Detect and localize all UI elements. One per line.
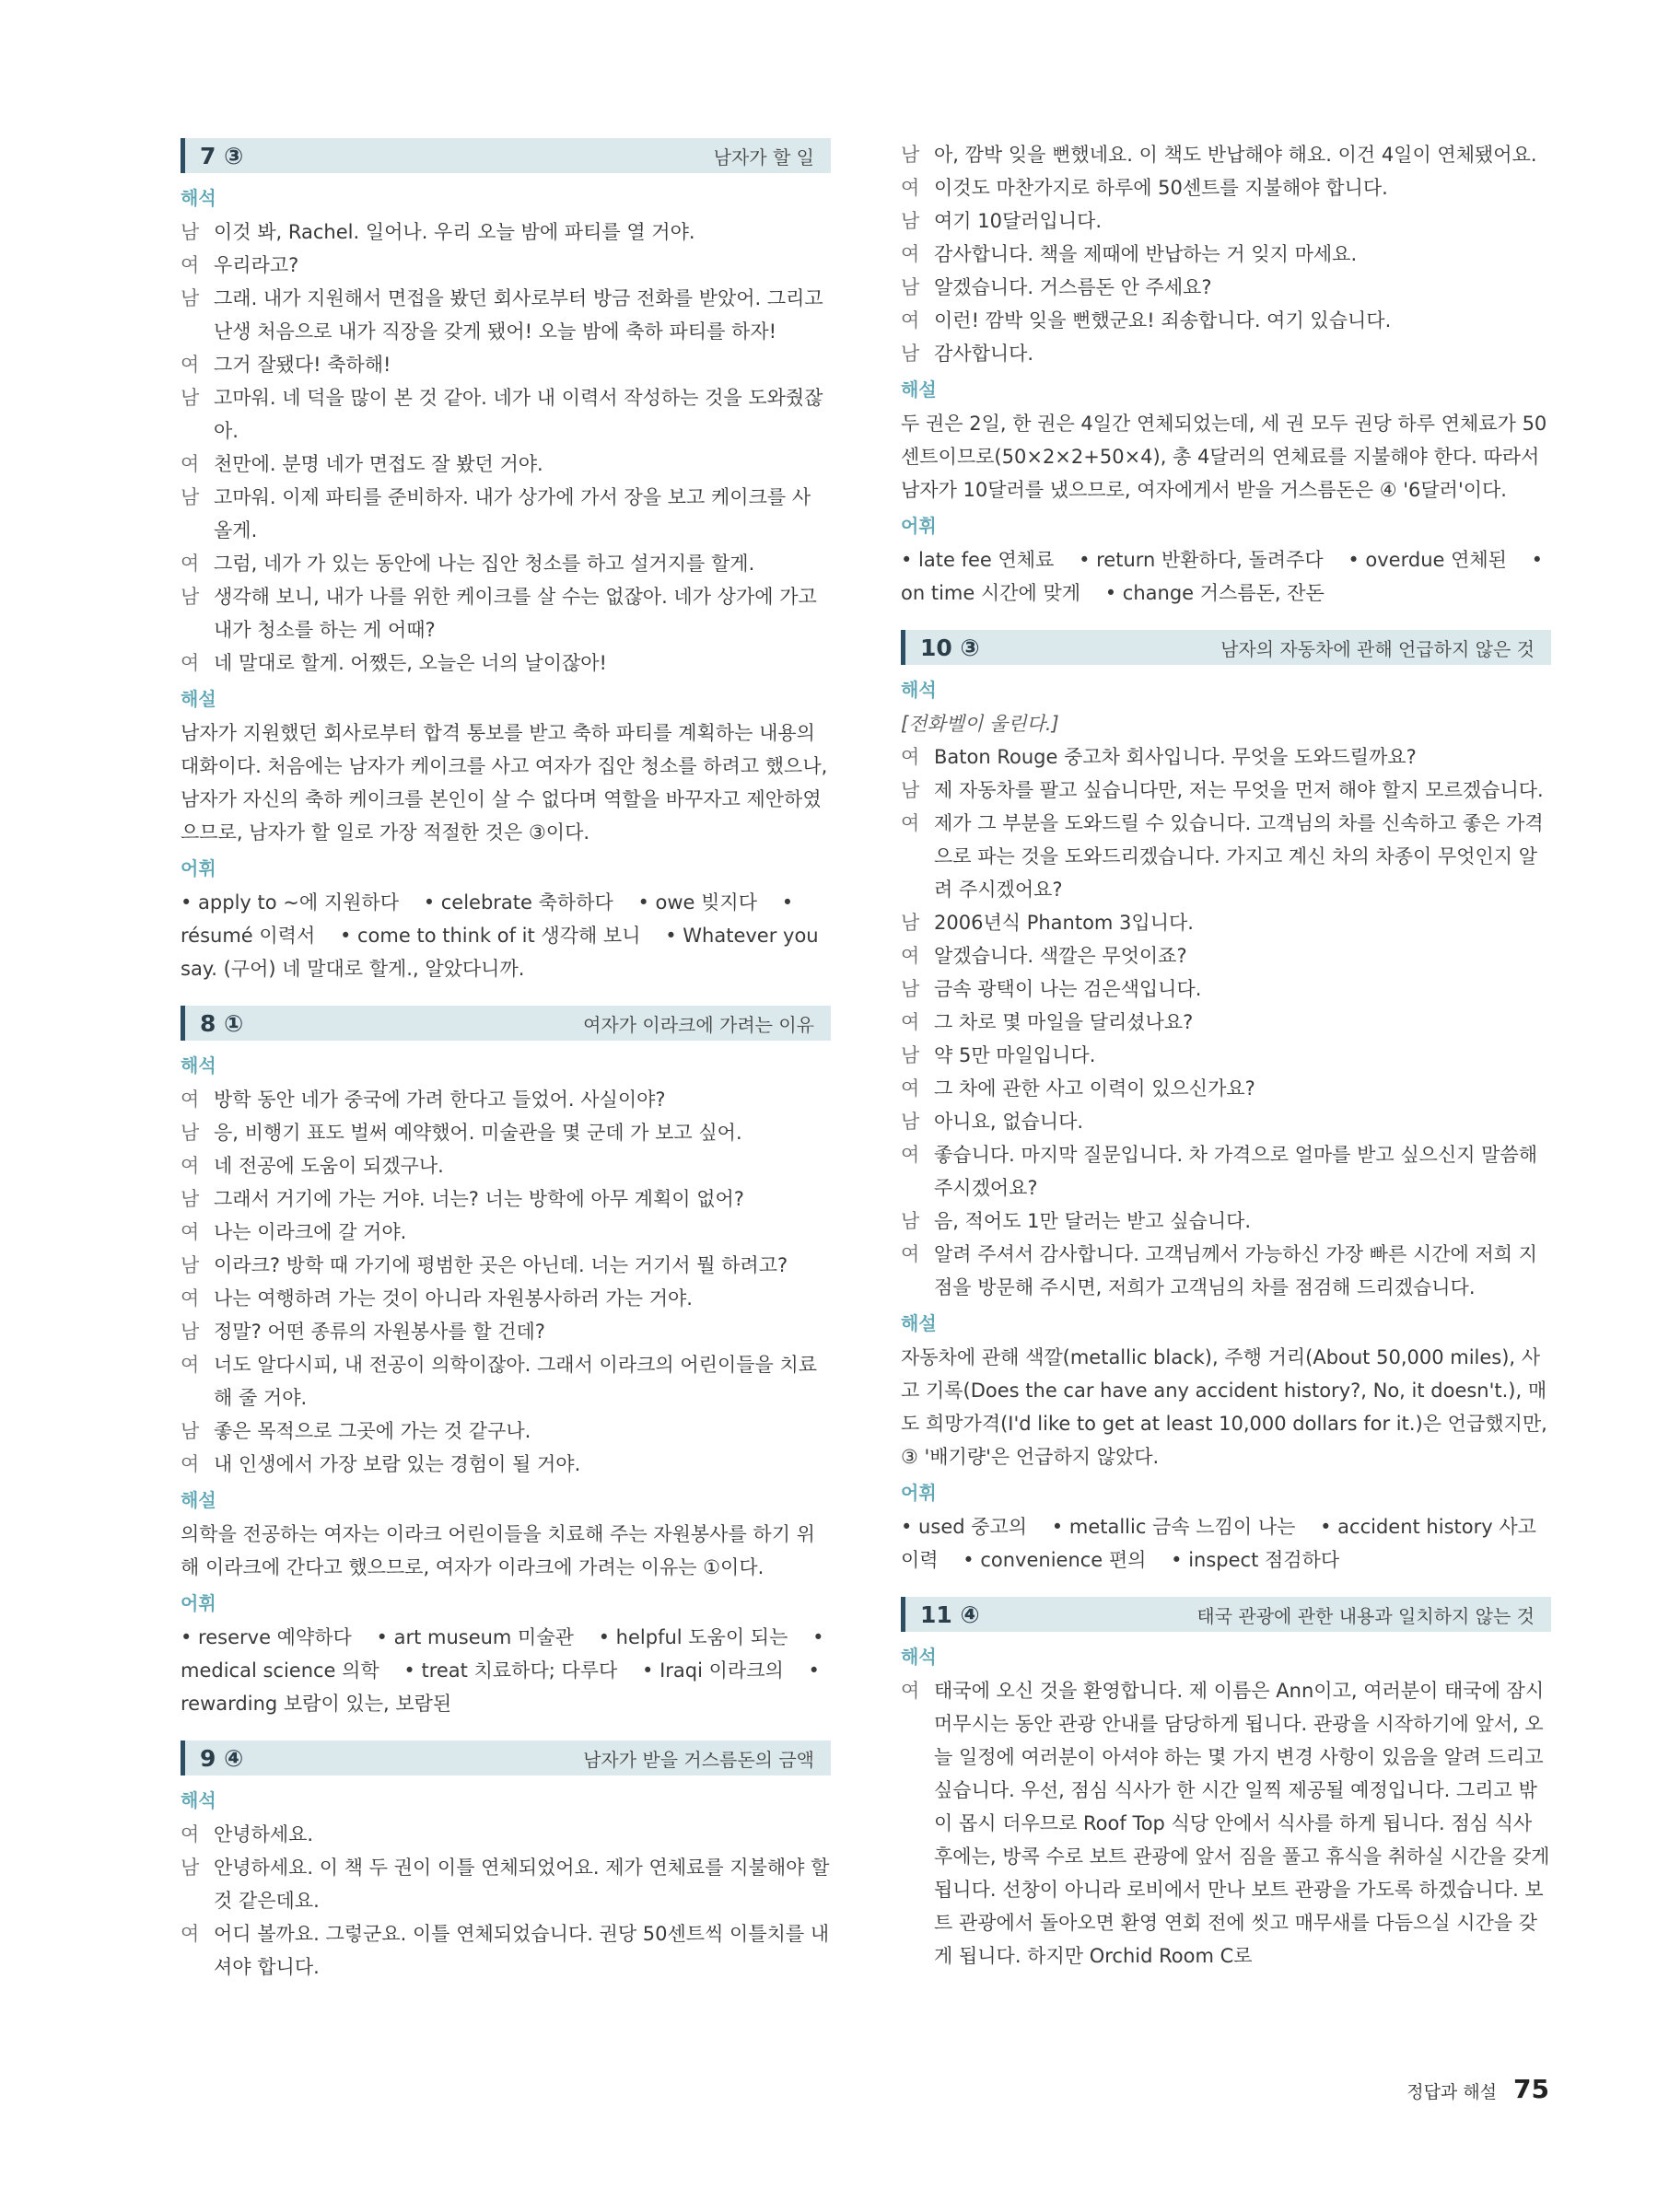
script-line	[901, 1006, 1551, 1039]
explanation-text: 의학을 전공하는 여자는 이라크 어린이들을 치료해 주는 자원봉사를 하기 위해 이라크에 간다고 했으므로, 여자가 이라크에 가려는 이유는 ①이다.	[181, 1523, 815, 1578]
script-line	[901, 171, 1551, 204]
vocab-item: • art museum 미술관	[376, 1626, 574, 1648]
speaker: 남	[181, 486, 200, 508]
speaker: 여	[901, 177, 920, 199]
script-heading: 해석	[901, 679, 937, 701]
vocab-item: • late fee 연체료	[901, 549, 1055, 571]
utterance: 제 자동차를 팔고 싶습니다만, 저는 무엇을 먼저 해야 할지 모르겠습니다.	[934, 779, 1544, 801]
script-line	[181, 381, 831, 448]
vocab-item: • come to think of it 생각해 보니	[339, 925, 641, 947]
speaker: 남	[181, 287, 200, 309]
speaker: 여	[181, 1823, 200, 1845]
speaker: 남	[181, 586, 200, 608]
utterance: 그래. 내가 지원해서 면접을 봤던 회사로부터 방금 전화를 받았어. 그리고 난생 처음으로 내가 직장을 갖게 됐어! 오늘 밤에 축하 파티를 하자!	[214, 287, 823, 343]
utterance: 알겠습니다. 색깔은 무엇이죠?	[934, 945, 1187, 967]
utterance: 이런! 깜박 잊을 뻔했군요! 죄송합니다. 여기 있습니다.	[934, 309, 1392, 332]
utterance: 이라크? 방학 때 가기에 평범한 곳은 아닌데. 너는 거기서 뭘 하려고?	[214, 1254, 788, 1276]
script-line	[181, 1282, 831, 1315]
utterance: 우리라고?	[214, 254, 299, 276]
vocab-item: • apply to ~에 지원하다	[181, 891, 399, 914]
question-topic: 남자가 할 일	[713, 146, 814, 169]
question-topic: 남자의 자동차에 관해 언급하지 않은 것	[1220, 637, 1535, 660]
utterance: 태국에 오신 것을 환영합니다. 제 이름은 Ann이고, 여러분이 태국에 잠시 머무시는 동안 관광 안내를 담당하게 됩니다. 관광을 시작하기에 앞서, 오늘 일정에 여러분이 아셔야 하는 몇 가지 변경 사항이 있음을 알려 드리고 싶습니다. 우선, 점심 식사가 한 시간 일찍 제공될 예정입니다. 그리고 밖이 몹시 더우므로 Roof Top 식당 안에서 식사를 하게 됩니다. 점심 식사 후에는, 방콕 수로 보트 관광에 앞서 짐을 풀고 휴식을 취하실 시간을 갖게 됩니다. 선창이 아니라 로비에서 만나 보트 관광을 가도록 하겠습니다. 보트 관광에서 돌아오면 환영 연회 전에 씻고 매무새를 다듬으실 시간을 갖게 됩니다. 하지만 Orchid Room C로	[934, 1680, 1550, 1967]
speaker: 여	[901, 243, 920, 265]
vocabulary-list	[901, 543, 1551, 610]
speaker: 여	[181, 453, 200, 475]
script-q7	[181, 215, 831, 680]
script-line	[901, 138, 1551, 171]
script-line	[181, 1851, 831, 1917]
vocab-item: • metallic 금속 느낌이 나는	[1051, 1516, 1296, 1538]
vocab-item: • celebrate 축하하다	[423, 891, 613, 914]
utterance: 생각해 보니, 내가 나를 위한 케이크를 살 수는 없잖아. 네가 상가에 가고 내가 청소를 하는 게 어때?	[214, 586, 817, 641]
utterance: 좋은 목적으로 그곳에 가는 것 같구나.	[214, 1420, 531, 1442]
utterance: 알려 주셔서 감사합니다. 고객님께서 가능하신 가장 빠른 시간에 저희 지점을 방문해 주시면, 저희가 고객님의 차를 점검해 드리겠습니다.	[934, 1243, 1538, 1298]
explanation-text: 남자가 지원했던 회사로부터 합격 통보를 받고 축하 파티를 계획하는 내용의 대화이다. 처음에는 남자가 케이크를 사고 여자가 집안 청소를 하려고 했으나, 남자가 자신의 축하 케이크를 본인이 살 수 없다며 역할을 바꾸자고 제안하였으므로, 남자가 할 일로 가장 적절한 것은 ③이다.	[181, 722, 828, 844]
vocab-item: • treat 치료하다; 다루다	[403, 1659, 618, 1682]
utterance: 안녕하세요.	[214, 1823, 314, 1845]
speaker: 여	[901, 1011, 920, 1033]
utterance: 어디 볼까요. 그렇군요. 이틀 연체되었습니다. 권당 50센트씩 이틀치를 내셔야 합니다.	[214, 1923, 830, 1978]
script-line	[901, 906, 1551, 939]
script-line	[181, 1182, 831, 1216]
question-topic: 여자가 이라크에 가려는 이유	[583, 1013, 814, 1036]
script-line	[181, 1083, 831, 1116]
utterance: 너도 알다시피, 내 전공이 의학이잖아. 그래서 이라크의 어린이들을 치료해 줄 거야.	[214, 1354, 818, 1409]
speaker: 남	[901, 210, 920, 232]
speaker: 여	[181, 1089, 200, 1111]
script-line	[181, 646, 831, 680]
vocab-item: • inspect 점검하다	[1171, 1549, 1340, 1571]
vocabulary-list	[181, 886, 831, 985]
script-line	[901, 1674, 1551, 1973]
script-line	[181, 1415, 831, 1448]
utterance: 고마워. 이제 파티를 준비하자. 내가 상가에 가서 장을 보고 케이크를 사 올게.	[214, 486, 811, 541]
speaker: 남	[901, 1044, 920, 1066]
question-header-10	[901, 630, 1551, 665]
vocab-item: • medical science 의학	[181, 1626, 824, 1682]
vocab-item: • Iraqi 이라크의	[642, 1659, 784, 1682]
question-number: 11 ④	[920, 1601, 980, 1628]
utterance: 나는 여행하려 가는 것이 아니라 자원봉사하러 가는 거야.	[214, 1287, 693, 1310]
script-q10	[901, 740, 1551, 1304]
utterance: 음, 적어도 1만 달러는 받고 싶습니다.	[934, 1210, 1252, 1232]
script-line	[901, 1138, 1551, 1205]
vocab-item: • owe 빚지다	[637, 891, 758, 914]
script-line	[181, 1149, 831, 1182]
script-line	[181, 1448, 831, 1481]
utterance: 나는 이라크에 갈 거야.	[214, 1221, 407, 1243]
question-header-11	[901, 1597, 1551, 1632]
speaker: 여	[901, 1243, 920, 1265]
utterance: 응, 비행기 표도 벌써 예약했어. 미술관을 몇 군데 가 보고 싶어.	[214, 1122, 742, 1144]
speaker: 남	[901, 144, 920, 166]
utterance: 그거 잘됐다! 축하해!	[214, 354, 391, 376]
vocab-item: • convenience 편의	[963, 1549, 1147, 1571]
vocabulary-heading: 어휘	[181, 1592, 216, 1614]
utterance: 제가 그 부분을 도와드릴 수 있습니다. 고객님의 차를 신속하고 좋은 가격으로 파는 것을 도와드리겠습니다. 가지고 계신 차의 차종이 무엇인지 알려 주시겠어요?	[934, 812, 1544, 901]
script-line	[901, 204, 1551, 238]
utterance: 안녕하세요. 이 책 두 권이 이틀 연체되었어요. 제가 연체료를 지불해야 할 것 같은데요.	[214, 1857, 830, 1912]
utterance: 내 인생에서 가장 보람 있는 경험이 될 거야.	[214, 1453, 581, 1475]
vocab-item: • reserve 예약하다	[181, 1626, 352, 1648]
speaker: 여	[181, 354, 200, 376]
vocab-item: • return 반환하다, 돌려주다	[1079, 549, 1324, 571]
utterance: 아니요, 없습니다.	[934, 1111, 1084, 1133]
speaker: 남	[901, 343, 920, 365]
speaker: 여	[901, 945, 920, 967]
page-footer	[1406, 2074, 1549, 2104]
speaker: 여	[901, 746, 920, 768]
script-line	[181, 481, 831, 547]
utterance: 약 5만 마일입니다.	[934, 1044, 1096, 1066]
speaker: 여	[901, 1680, 920, 1702]
speaker: 여	[181, 254, 200, 276]
vocab-item: • used 중고의	[901, 1516, 1028, 1538]
utterance: 감사합니다.	[934, 343, 1034, 365]
script-line	[901, 271, 1551, 304]
vocab-item: • on time 시간에 맞게	[901, 549, 1544, 604]
speaker: 남	[181, 387, 200, 409]
script-line	[901, 1072, 1551, 1105]
script-line	[181, 249, 831, 282]
script-line	[181, 1216, 831, 1249]
speaker: 여	[181, 1287, 200, 1310]
question-header-8	[181, 1006, 831, 1041]
question-topic: 남자가 받을 거스름돈의 금액	[583, 1748, 814, 1771]
utterance: 감사합니다. 책을 제때에 반납하는 거 잊지 마세요.	[934, 243, 1358, 265]
utterance: 천만에. 분명 네가 면접도 잘 봤던 거야.	[214, 453, 543, 475]
utterance: 이것도 마찬가지로 하루에 50센트를 지불해야 합니다.	[934, 177, 1388, 199]
speaker: 여	[181, 1221, 200, 1243]
script-line	[181, 215, 831, 249]
speaker: 남	[901, 276, 920, 298]
utterance: 그래서 거기에 가는 거야. 너는? 너는 방학에 아무 계획이 없어?	[214, 1188, 744, 1210]
utterance: 네 전공에 도움이 되겠구나.	[214, 1155, 444, 1177]
footer-label: 정답과 해설	[1406, 2082, 1498, 2102]
speaker: 여	[181, 1354, 200, 1376]
speaker: 남	[181, 1321, 200, 1343]
script-line	[181, 282, 831, 348]
speaker: 여	[901, 1144, 920, 1166]
script-line	[181, 1249, 831, 1282]
vocabulary-list	[901, 1510, 1551, 1577]
script-line	[901, 807, 1551, 906]
question-number: 8 ①	[200, 1009, 244, 1037]
speaker: 여	[181, 1923, 200, 1945]
utterance: 알겠습니다. 거스름돈 안 주세요?	[934, 276, 1212, 298]
speaker: 남	[901, 1111, 920, 1133]
explanation-text: 두 권은 2일, 한 권은 4일간 연체되었는데, 세 권 모두 권당 하루 연체료가 50센트이므로(50×2×2+50×4), 총 4달러의 연체료를 지불해야 한다. 따라서 남자가 10달러를 냈으므로, 여자에게서 받을 거스름돈은 ④ '6달러'이다.	[901, 413, 1547, 501]
script-line	[181, 1315, 831, 1348]
vocab-item: • overdue 연체된	[1348, 549, 1507, 571]
utterance: 아, 깜박 잊을 뻔했네요. 이 책도 반납해야 해요. 이건 4일이 연체됐어요.	[934, 144, 1537, 166]
speaker: 여	[181, 1155, 200, 1177]
script-line	[901, 740, 1551, 774]
script-line	[901, 774, 1551, 807]
vocabulary-heading: 어휘	[181, 857, 216, 879]
utterance: 방학 동안 네가 중국에 가려 한다고 들었어. 사실이야?	[214, 1089, 666, 1111]
speaker: 남	[181, 1122, 200, 1144]
right-column	[901, 138, 1551, 1973]
script-line	[901, 1105, 1551, 1138]
explanation-heading: 해설	[181, 688, 216, 710]
script-heading: 해석	[901, 1646, 937, 1668]
script-q11	[901, 1674, 1551, 1973]
vocab-item: • résumé 이력서	[181, 891, 794, 947]
script-line	[181, 1917, 831, 1984]
script-line	[181, 1116, 831, 1149]
speaker: 남	[181, 1420, 200, 1442]
utterance: 금속 광택이 나는 검은색입니다.	[934, 978, 1202, 1000]
vocab-item: • rewarding 보람이 있는, 보람된	[181, 1659, 820, 1715]
utterance: 이것 봐, Rachel. 일어나. 우리 오늘 밤에 파티를 열 거야.	[214, 221, 695, 243]
script-line	[181, 1818, 831, 1851]
speaker: 남	[901, 912, 920, 934]
script-heading: 해석	[181, 187, 216, 209]
script-q8	[181, 1083, 831, 1481]
explanation-heading: 해설	[181, 1489, 216, 1511]
vocabulary-heading: 어휘	[901, 1482, 937, 1504]
script-line	[181, 348, 831, 381]
speaker: 여	[181, 553, 200, 575]
speaker: 남	[181, 1254, 200, 1276]
explanation-heading: 해설	[901, 378, 937, 401]
utterance: Baton Rouge 중고차 회사입니다. 무엇을 도와드릴까요?	[934, 746, 1417, 768]
script-line	[181, 547, 831, 580]
question-number: 9 ④	[200, 1744, 244, 1772]
vocab-item: • change 거스름돈, 잔돈	[1104, 582, 1325, 604]
speaker: 여	[901, 1077, 920, 1100]
left-column	[181, 138, 831, 1984]
utterance: 좋습니다. 마지막 질문입니다. 차 가격으로 얼마를 받고 싶으신지 말씀해 주시겠어요?	[934, 1144, 1538, 1199]
script-line	[181, 580, 831, 646]
utterance: 네 말대로 할게. 어쨌든, 오늘은 너의 날이잖아!	[214, 652, 607, 674]
utterance: 정말? 어떤 종류의 자원봉사를 할 건데?	[214, 1321, 545, 1343]
question-header-9	[181, 1740, 831, 1775]
speaker: 여	[181, 1453, 200, 1475]
vocab-item: • helpful 도움이 되는	[598, 1626, 788, 1648]
question-number: 10 ③	[920, 634, 980, 661]
vocabulary-heading: 어휘	[901, 515, 937, 537]
script-line	[181, 1348, 831, 1415]
script-q9	[181, 1818, 831, 1984]
script-line	[901, 939, 1551, 972]
script-line	[901, 304, 1551, 337]
vocabulary-list	[181, 1621, 831, 1720]
script-heading: 해석	[181, 1054, 216, 1077]
question-topic: 태국 관광에 관한 내용과 일치하지 않는 것	[1196, 1604, 1535, 1627]
speaker: 남	[181, 1188, 200, 1210]
speaker: 남	[181, 221, 200, 243]
speaker: 여	[901, 812, 920, 834]
script-line	[901, 238, 1551, 271]
utterance: 그 차로 몇 마일을 달리셨나요?	[934, 1011, 1194, 1033]
explanation-heading: 해설	[901, 1312, 937, 1334]
speaker: 남	[901, 1210, 920, 1232]
script-line	[901, 1039, 1551, 1072]
speaker: 남	[181, 1857, 200, 1879]
speaker: 여	[181, 652, 200, 674]
utterance: 여기 10달러입니다.	[934, 210, 1103, 232]
script-heading: 해석	[181, 1789, 216, 1811]
explanation-text: 자동차에 관해 색깔(metallic black), 주행 거리(About 50,000 miles), 사고 기록(Does the car have any accident history?, No, it doesn't.), 매도 희망가격(I'd like to get at least 10,000 dollars for it.)은 언급했지만, ③ '배기량'은 언급하지 않았다.	[901, 1346, 1547, 1468]
utterance: 2006년식 Phantom 3입니다.	[934, 912, 1194, 934]
question-number: 7 ③	[200, 142, 244, 169]
vocab-item: • Whatever you say. (구어) 네 말대로 할게., 알았다니까.	[181, 925, 819, 980]
question-header-7	[181, 138, 831, 173]
page-number: 75	[1513, 2074, 1549, 2104]
script-line	[901, 972, 1551, 1006]
speaker: 남	[901, 779, 920, 801]
speaker: 여	[901, 309, 920, 332]
utterance: 그럼, 네가 가 있는 동안에 나는 집안 청소를 하고 설거지를 할게.	[214, 553, 755, 575]
utterance: 그 차에 관한 사고 이력이 있으신가요?	[934, 1077, 1255, 1100]
vocab-item: • accident history 사고 이력	[901, 1516, 1536, 1571]
script-q9-continued	[901, 138, 1551, 370]
stage-direction: [전화벨이 울린다.]	[901, 713, 1059, 735]
speaker: 남	[901, 978, 920, 1000]
script-line	[181, 448, 831, 481]
script-line	[901, 1238, 1551, 1304]
script-line	[901, 337, 1551, 370]
script-line	[901, 1205, 1551, 1238]
utterance: 고마워. 네 덕을 많이 본 것 같아. 네가 내 이력서 작성하는 것을 도와줬잖아.	[214, 387, 823, 442]
